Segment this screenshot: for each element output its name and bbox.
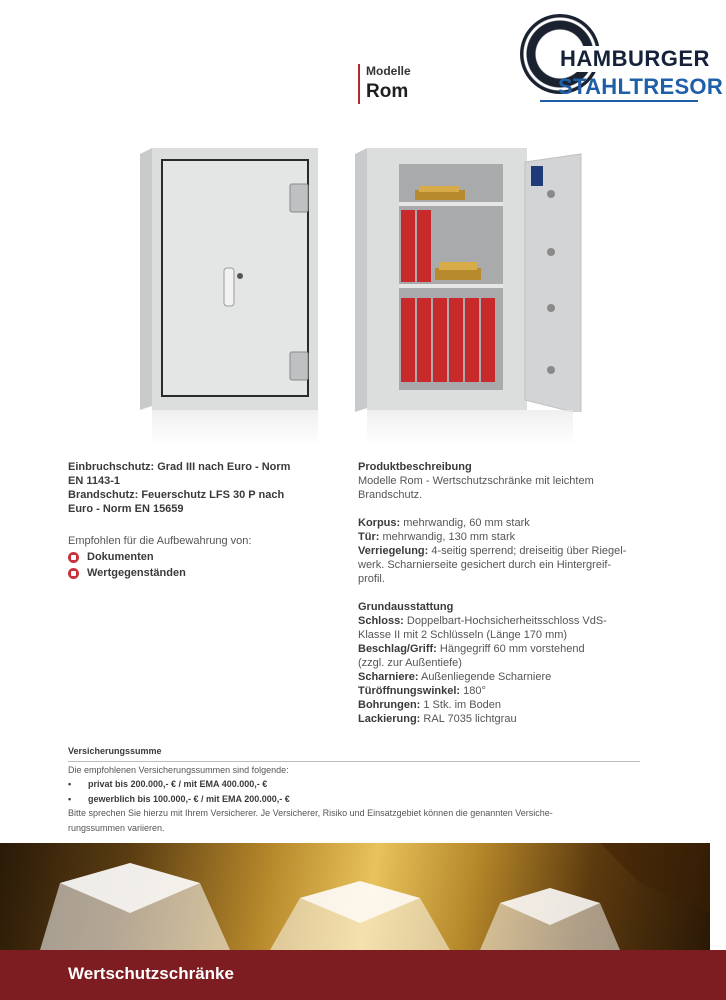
model-block [358, 64, 411, 104]
spec-korpus: Korpus: mehrwandig, 60 mm stark [358, 517, 530, 529]
spec-bohrungen: Bohrungen: 1 Stk. im Boden [358, 699, 502, 711]
product-head: Produktbeschreibung [358, 461, 472, 473]
spec-tuer: Tür: mehrwandig, 130 mm stark [358, 531, 516, 543]
recommend-item-documents [68, 550, 318, 564]
spec-line-1: Einbruchschutz: Grad III nach Euro - Norm [68, 461, 291, 473]
spec-oeffnungswinkel: Türöffnungswinkel: 180° [358, 685, 486, 697]
diamond-icon [68, 568, 79, 579]
model-name: Rom [366, 81, 409, 102]
spec-verriegelung: Verriegelung: 4-seitig sperrend; dreiseitig über Riegel- [358, 545, 627, 557]
spec-beschlag-cont: (zzgl. zur Außentiefe) [358, 657, 462, 669]
recommend-item-label: Dokumenten [87, 551, 154, 563]
spec-schloss: Schloss: Doppelbart-Hochsicherheitsschloss VdS- [358, 615, 607, 627]
recommend-label: Empfohlen für die Aufbewahrung von: [68, 535, 252, 547]
spec-schloss-cont: Klasse II mit 2 Schlüsseln (Länge 170 mm) [358, 629, 568, 641]
security-specs [68, 460, 318, 580]
spec-lackierung: Lackierung: RAL 7035 lichtgrau [358, 713, 517, 725]
product-desc-line: Modelle Rom - Wertschutzschränke mit leichtem [358, 475, 594, 487]
product-desc-line: Brandschutz. [358, 489, 423, 501]
insurance-note: Bitte sprechen Sie hierzu mit Ihrem Versicherer. Je Versicherer, Risiko und Einsatzgebiet können die genannten Versiche- [68, 808, 553, 818]
spec-line-2: EN 1143-1 [68, 475, 120, 487]
footer-bar [0, 950, 726, 1000]
safe-open-image [355, 148, 585, 412]
insurance-note-cont: rungssummen variieren. [68, 822, 165, 833]
spec-beschlag: Beschlag/Griff: Hängegriff 60 mm vorstehend [358, 643, 585, 655]
spec-verriegelung-cont: werk. Scharnierseite gesichert durch ein Hintergreif- [358, 559, 612, 571]
footer-title: Wertschutzschränke [68, 964, 234, 983]
safe-open-reflection [367, 410, 573, 446]
model-label: Modelle [366, 64, 411, 78]
basic-equipment-head: Grundausstattung [358, 601, 454, 613]
brand-logo [520, 14, 724, 106]
insurance-head: Versicherungssumme [68, 744, 640, 762]
insurance-section [68, 744, 640, 835]
spec-scharniere: Scharniere: Außenliegende Scharniere [358, 671, 552, 683]
recommend-item-label: Wertgegenständen [87, 567, 186, 579]
safe-closed-image [140, 148, 318, 410]
bullet-icon: • [68, 793, 72, 804]
bullet-icon: • [68, 779, 72, 789]
spec-line-4: Euro - Norm EN 15659 [68, 503, 184, 515]
spec-verriegelung-cont: profil. [358, 573, 385, 585]
insurance-item-private: • privat bis 200.000,- € / mit EMA 400.000,- € [68, 777, 640, 792]
logo-text-hamburger: HAMBURGER [560, 46, 710, 71]
safe-closed-reflection [152, 410, 318, 446]
spec-line-3: Brandschutz: Feuerschutz LFS 30 P nach [68, 489, 285, 501]
diamonds-banner-image [0, 843, 710, 950]
diamonds-illustration [0, 843, 710, 950]
insurance-item-commercial: • gewerblich bis 100.000,- € / mit EMA 200.000,- € [68, 792, 640, 807]
product-description [358, 460, 658, 726]
logo-text-stahltresor: STAHLTRESOR [558, 74, 724, 99]
document-icon [68, 552, 79, 563]
recommend-item-valuables [68, 566, 318, 580]
logo-underline [540, 100, 698, 102]
insurance-intro: Die empfohlenen Versicherungssummen sind folgende: [68, 764, 289, 775]
